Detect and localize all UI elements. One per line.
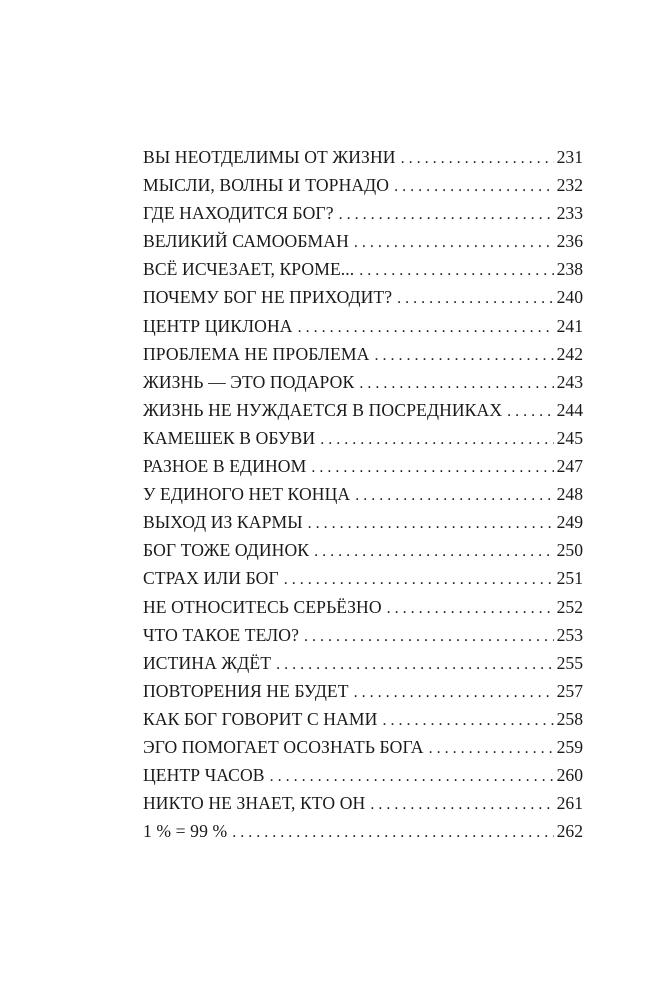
toc-entry-page-number: 253 <box>556 624 583 645</box>
toc-entry-page-number: 231 <box>556 147 583 167</box>
toc-entry[interactable] <box>143 564 583 592</box>
toc-entry[interactable] <box>143 705 583 733</box>
toc-entry-page-number: 248 <box>556 484 583 505</box>
toc-entry[interactable] <box>143 452 583 480</box>
toc-entry-title: ГДЕ НАХОДИТСЯ БОГ? <box>143 203 334 224</box>
toc-entry-title: РАЗНОЕ В ЕДИНОМ <box>143 456 307 477</box>
dot-leader <box>359 370 553 396</box>
toc-entry-page-number: 250 <box>556 540 583 561</box>
toc-entry-page-number: 261 <box>556 793 583 814</box>
toc-entry-page-number: 257 <box>556 680 583 701</box>
toc-entry-page-number: 240 <box>556 287 583 308</box>
dot-leader <box>320 426 553 452</box>
toc-entry-title: СТРАХ ИЛИ БОГ <box>143 568 279 589</box>
toc-entry[interactable] <box>143 536 583 564</box>
dot-leader <box>304 623 554 649</box>
toc-entry-page-number: 238 <box>556 259 583 280</box>
toc-entry-page-number: 236 <box>556 231 583 252</box>
toc-entry-title: БОГ ТОЖЕ ОДИНОК <box>143 540 310 561</box>
toc-entry-title: ВСЁ ИСЧЕЗАЕТ, КРОМЕ... <box>143 259 355 280</box>
toc-entry-page-number: 262 <box>556 821 583 842</box>
dot-leader <box>354 229 554 255</box>
toc-entry[interactable] <box>143 227 583 255</box>
toc-entry[interactable] <box>143 171 583 199</box>
toc-entry-title: КАМЕШЕК В ОБУВИ <box>143 427 316 448</box>
toc-entry-page-number: 232 <box>556 175 583 196</box>
toc-entry-title: НЕ ОТНОСИТЕСЬ СЕРЬЁЗНО <box>143 596 382 617</box>
dot-leader <box>354 679 554 705</box>
toc-entry-title: У ЕДИНОГО НЕТ КОНЦА <box>143 484 351 505</box>
dot-leader <box>359 257 553 283</box>
toc-entry[interactable] <box>143 621 583 649</box>
dot-leader <box>507 398 553 424</box>
toc-entry-title: ЖИЗНЬ — ЭТО ПОДАРОК <box>143 371 355 392</box>
toc-entry-title: ВЕЛИКИЙ САМООБМАН <box>143 231 349 252</box>
dot-leader <box>270 763 554 789</box>
toc-entry-page-number: 241 <box>556 315 583 336</box>
toc-entry-page-number: 255 <box>556 652 583 673</box>
toc-entry-title: КАК БОГ ГОВОРИТ С НАМИ <box>143 708 378 729</box>
dot-leader <box>308 510 554 536</box>
toc-entry-title: ПРОБЛЕМА НЕ ПРОБЛЕМА <box>143 343 370 364</box>
toc-entry[interactable] <box>143 255 583 283</box>
dot-leader <box>355 482 553 508</box>
toc-entry[interactable] <box>143 649 583 677</box>
toc-entry-title: ИСТИНА ЖДЁТ <box>143 652 272 673</box>
toc-entry-page-number: 258 <box>556 708 583 729</box>
toc-entry[interactable] <box>143 283 583 311</box>
toc-entry[interactable] <box>143 424 583 452</box>
toc-entry[interactable] <box>143 312 583 340</box>
dot-leader <box>397 285 553 311</box>
toc-entry-title: 1 % = 99 % <box>143 821 228 842</box>
toc-entry-title: МЫСЛИ, ВОЛНЫ И ТОРНАДО <box>143 175 390 196</box>
toc-entry-page-number: 249 <box>556 512 583 533</box>
dot-leader <box>429 735 554 761</box>
toc-entry-title: ПОВТОРЕНИЯ НЕ БУДЕТ <box>143 680 349 701</box>
dot-leader <box>284 566 554 592</box>
toc-entry[interactable] <box>143 340 583 368</box>
dot-leader <box>370 791 553 817</box>
toc-entry[interactable] <box>143 199 583 227</box>
toc-entry-page-number: 251 <box>556 568 583 589</box>
dot-leader <box>298 314 554 340</box>
toc-entry[interactable] <box>143 368 583 396</box>
dot-leader <box>382 707 553 733</box>
toc-entry-page-number: 242 <box>556 343 583 364</box>
toc-entry-title: ЭГО ПОМОГАЕТ ОСОЗНАТЬ БОГА <box>143 736 424 757</box>
toc-entry-title: ЧТО ТАКОЕ ТЕЛО? <box>143 624 299 645</box>
dot-leader <box>311 454 553 480</box>
dot-leader <box>394 173 554 199</box>
dot-leader <box>374 342 553 368</box>
toc-entry[interactable] <box>143 508 583 536</box>
toc-entry[interactable] <box>143 817 583 845</box>
dot-leader <box>276 651 554 677</box>
toc-entry[interactable] <box>143 677 583 705</box>
toc-entry[interactable] <box>143 733 583 761</box>
toc-entry[interactable] <box>143 396 583 424</box>
table-of-contents <box>143 143 583 845</box>
toc-entry-page-number: 245 <box>556 427 583 448</box>
dot-leader <box>232 819 553 845</box>
toc-entry-page-number: 233 <box>556 203 583 224</box>
toc-entry-page-number: 247 <box>556 456 583 477</box>
toc-entry[interactable] <box>143 480 583 508</box>
toc-entry-title: НИКТО НЕ ЗНАЕТ, КТО ОН <box>143 793 366 814</box>
toc-entry-title: ЖИЗНЬ НЕ НУЖДАЕТСЯ В ПОСРЕДНИКАХ <box>143 399 503 420</box>
toc-entry-page-number: 252 <box>556 596 583 617</box>
toc-entry-page-number: 259 <box>556 736 583 757</box>
toc-entry[interactable] <box>143 789 583 817</box>
toc-entry-title: ПОЧЕМУ БОГ НЕ ПРИХОДИТ? <box>143 287 393 308</box>
dot-leader <box>314 538 553 564</box>
toc-entry-page-number: 260 <box>556 765 583 786</box>
toc-entry-page-number: 243 <box>556 371 583 392</box>
toc-entry-title: ВЫ НЕОТДЕЛИМЫ ОТ ЖИЗНИ <box>143 147 396 167</box>
toc-entry[interactable] <box>143 593 583 621</box>
toc-entry-title: ЦЕНТР ЦИКЛОНА <box>143 315 293 336</box>
toc-entry-title: ЦЕНТР ЧАСОВ <box>143 765 265 786</box>
dot-leader <box>387 595 554 621</box>
toc-entry[interactable] <box>143 761 583 789</box>
toc-entry-page-number: 244 <box>556 399 583 420</box>
dot-leader <box>401 145 554 171</box>
toc-entry[interactable] <box>143 143 583 171</box>
dot-leader <box>339 201 554 227</box>
toc-entry-title: ВЫХОД ИЗ КАРМЫ <box>143 512 303 533</box>
